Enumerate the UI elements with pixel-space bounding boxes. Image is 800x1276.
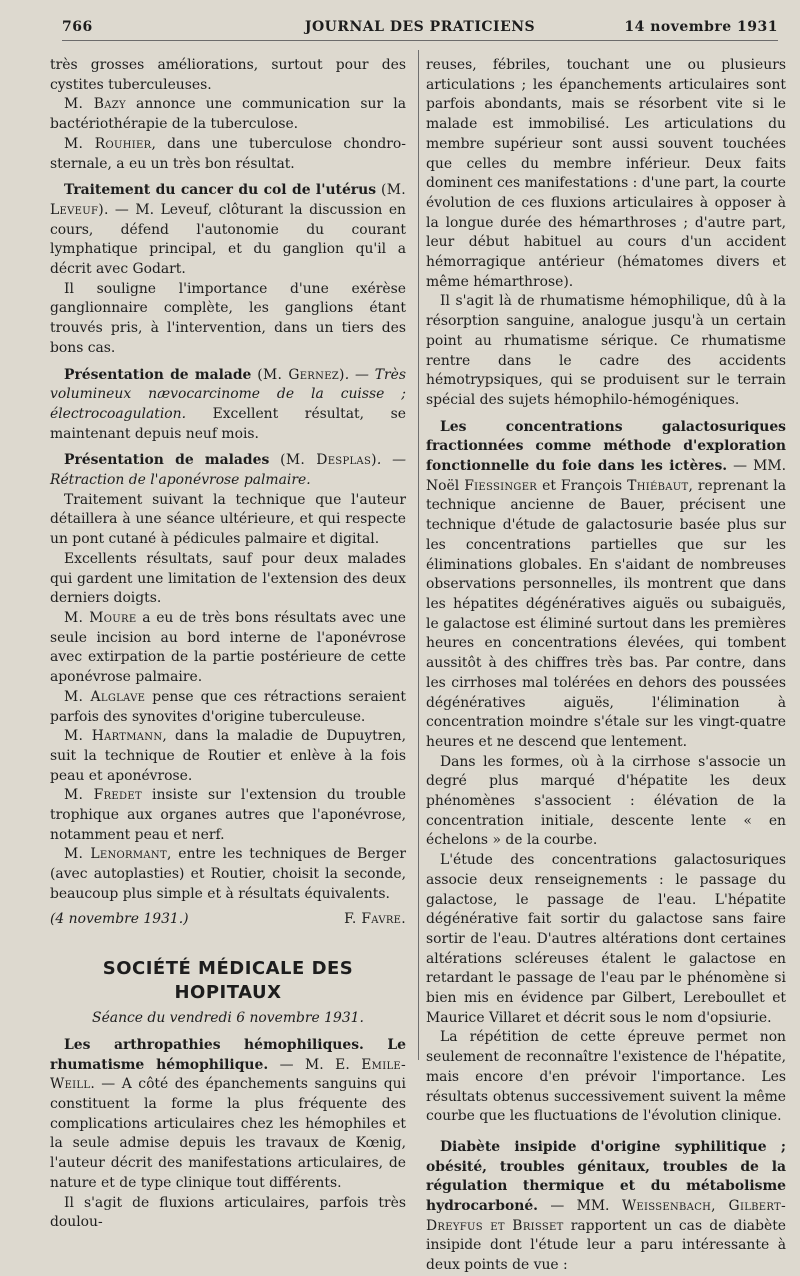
report-date: (4 novembre 1931.): [50, 910, 189, 927]
report-author: F. Favre.: [344, 910, 406, 927]
paragraph: M. Hartmann, dans la maladie de Dupuytren, suit la technique de Routier et enlève à la fois peau et aponévrose.: [50, 728, 406, 784]
column-divider: [418, 50, 419, 1060]
paragraph: Traitement du cancer du col de l'utérus (M. Leveuf). — M. Leveuf, clôturant la discussion en cours, défend l'autonomie du courant lymphatique principal, et du ganglion qu'il a décrit avec Godart.: [50, 182, 406, 278]
paragraph: Il s'agit de fluxions articulaires, parfois très doulou-: [50, 1194, 406, 1231]
author-name: M. Alglave: [64, 688, 146, 705]
author-name: M. Moure: [64, 609, 137, 626]
issue-date: 14 novembre 1931: [624, 19, 778, 35]
paragraph: reuses, fébriles, touchant une ou plusieurs articulations ; les épanchements articulaires sont parfois abondants, mais se résorbent vite si le malade est immobilisé. Les articulations du membre supérieur sont aussi souvent touchées que celles du membre inférieur. Deux faits dominent ces manifestations : d'une part, la courte évolution de ces fluxions articulaires à opposer à la longue durée des hémarthroses ; d'autre part, leur début habituel au cours d'un accident hémorragique antérieur (hématomes divers et même hémarthrose).: [426, 57, 786, 290]
author-name: (M. Gernez): [257, 366, 345, 383]
article-title: Les arthropathies hémophiliques. Le rhumatisme hémophilique.: [50, 1036, 406, 1073]
author-name: M. Hartmann: [64, 728, 163, 745]
article-title: Présentation de malades: [64, 452, 270, 469]
paragraph: M. Bazy annonce une communication sur la bactériothérapie de la tuberculose.: [50, 96, 406, 133]
author-name: (M. Desplas): [280, 452, 377, 469]
paragraph: Il souligne l'importance d'une exérèse ganglionnaire complète, les ganglions étant trouvés pris, à l'intervention, dans un tiers des bons cas.: [50, 280, 406, 356]
left-column: [50, 56, 406, 1233]
page-header: [62, 14, 778, 41]
paragraph: Les concentrations galactosuriques fractionnées comme méthode d'exploration fonctionnelle du foie dans les ictères. — MM. Noël Fiessinger et François Thiébaut, reprenant la technique ancienne de Bauer, précisent une technique d'étude de galactosurie basée plus sur les concentrations partielles que sur les éliminations globales. En s'aidant de nombreuses observations personnelles, ils montrent que dans les hépatites dégénératives aiguës ou subaiguës, le galactose est éliminé surtout dans les premières heures en concentrations élevées, qui tombent aussitôt à des chiffres très bas. Par contre, dans les cirrhoses mal tolérées en dehors des poussées dégénératives aiguës, l'élimination à concentration moindre s'étale sur les vingt-quatre heures et ne descend que lentement.: [426, 418, 786, 750]
author-name: Fiessinger: [464, 477, 538, 494]
paragraph: Traitement suivant la technique que l'auteur détaillera à une séance ultérieure, et qui respecte un pont cutané à pédicules palmaire et digital.: [50, 491, 406, 548]
paragraph: M. Moure a eu de très bons résultats avec une seule incision au bord interne de l'aponévrose avec extirpation de la partie postérieure de cette aponévrose palmaire.: [50, 609, 406, 686]
article-title: Diabète insipide d'origine syphilitique ; obésité, troubles génitaux, troubles de la régulation thermique et du métabolisme hydrocarboné.: [426, 1138, 786, 1215]
paragraph: Excellents résultats, sauf pour deux malades qui gardent une limitation de l'extension des deux derniers doigts.: [50, 550, 406, 607]
author-name: M. Fredet: [64, 787, 142, 804]
paragraph: Diabète insipide d'origine syphilitique ; obésité, troubles génitaux, troubles de la régulation thermique et du métabolisme hydrocarboné. — MM. Weissenbach, Gilbert-Dreyfus et Brisset rapportent un cas de diabète insipide dont l'étude leur a paru intéressante à deux points de vue :: [426, 1138, 786, 1274]
right-column: [426, 56, 786, 1276]
article-title: Traitement du cancer du col de l'utérus: [64, 182, 377, 199]
page-number: 766: [62, 19, 93, 35]
paragraph: Il s'agit là de rhumatisme hémophilique, dû à la résorption sanguine, analogue jusqu'à un certain point au rhumatisme sérique. Ce rhumatisme rentre dans le cadre des accidents hémotrypsiques, qui se produisent sur le terrain spécial des sujets hémophilo-hémogéniques.: [426, 293, 786, 408]
paragraph: M. Alglave pense que ces rétractions seraient parfois des synovites d'origine tuberculeuse.: [50, 688, 406, 725]
paragraph: Dans les formes, où à la cirrhose s'associe un degré plus marqué d'hépatite les deux phénomènes s'associent : élévation de la concentration initiale, descente lente « en échelons » de la courbe.: [426, 753, 786, 849]
paragraph: Présentation de malades (M. Desplas). — Rétraction de l'aponévrose palmaire.: [50, 452, 406, 489]
section-title: SOCIÉTÉ MÉDICALE DES HOPITAUX: [102, 958, 354, 1004]
paragraph: M. Rouhier, dans une tuberculose chondro-sternale, a eu un très bon résultat.: [50, 135, 406, 172]
paragraph: Les arthropathies hémophiliques. Le rhumatisme hémophilique. — M. E. Emile-Weill. — A côté des épanchements sanguins qui constituent la forme la plus fréquente des complications articulaires chez les hémophiles et la seule admise depuis les travaux de Kœnig, l'auteur décrit des manifestations articulaires, de nature et de type clinique tout différents.: [50, 1036, 406, 1191]
author-name: (M. Leveuf): [50, 182, 406, 218]
article-title: Les concentrations galactosuriques fractionnées comme méthode d'exploration fonctionnelle du foie dans les ictères.: [426, 418, 786, 475]
journal-title: JOURNAL DES PRATICIENS: [304, 19, 536, 35]
signature-line: [50, 910, 406, 930]
paragraph: M. Fredet insiste sur l'extension du trouble trophique aux organes autres que l'aponévrose, notamment peau et nerf.: [50, 787, 406, 843]
paragraph: Présentation de malade (M. Gernez). — Très volumineux nævocarcinome de la cuisse ; électrocoagulation. Excellent résultat, se maintenant depuis neuf mois.: [50, 366, 406, 442]
paragraph: La répétition de cette épreuve permet non seulement de reconnaître l'existence de l'hépatite, mais encore d'en prévoir l'importance. Les résultats obtenus successivement suivent la même courbe que les fluctuations de l'évolution clinique.: [426, 1029, 786, 1125]
article-title: Présentation de malade: [64, 366, 252, 383]
author-name: M. Bazy: [64, 96, 126, 113]
author-name: Thiébaut: [627, 477, 689, 494]
author-name: Emile-Weill: [50, 1056, 406, 1093]
paragraph: très grosses améliorations, surtout pour des cystites tuberculeuses.: [50, 57, 406, 93]
paragraph: M. Lenormant, entre les techniques de Berger (avec autoplasties) et Routier, choisit la seconde, beaucoup plus simple et à résultats équivalents.: [50, 846, 406, 902]
author-name: Weissenbach, Gilbert-Dreyfus et Brisset: [426, 1198, 786, 1234]
paragraph: L'étude des concentrations galactosuriques associe deux renseignements : le passage du galactose, le passage de l'eau. L'hépatite dégénérative fait sortir du galactose sans faire sortir de l'eau. D'autres altérations dont certaines altérations scléreuses étalent le galactose en retardant le passage de l'eau par le phénomène si bien mis en évidence par Gilbert, Lereboullet et Maurice Villaret et décrit sous le nom d'opsiurie.: [426, 852, 786, 1026]
session-subtitle: Séance du vendredi 6 novembre 1931.: [92, 1010, 364, 1027]
author-name: M. Lenormant: [64, 846, 167, 863]
author-name: M. Rouhier: [64, 135, 152, 152]
